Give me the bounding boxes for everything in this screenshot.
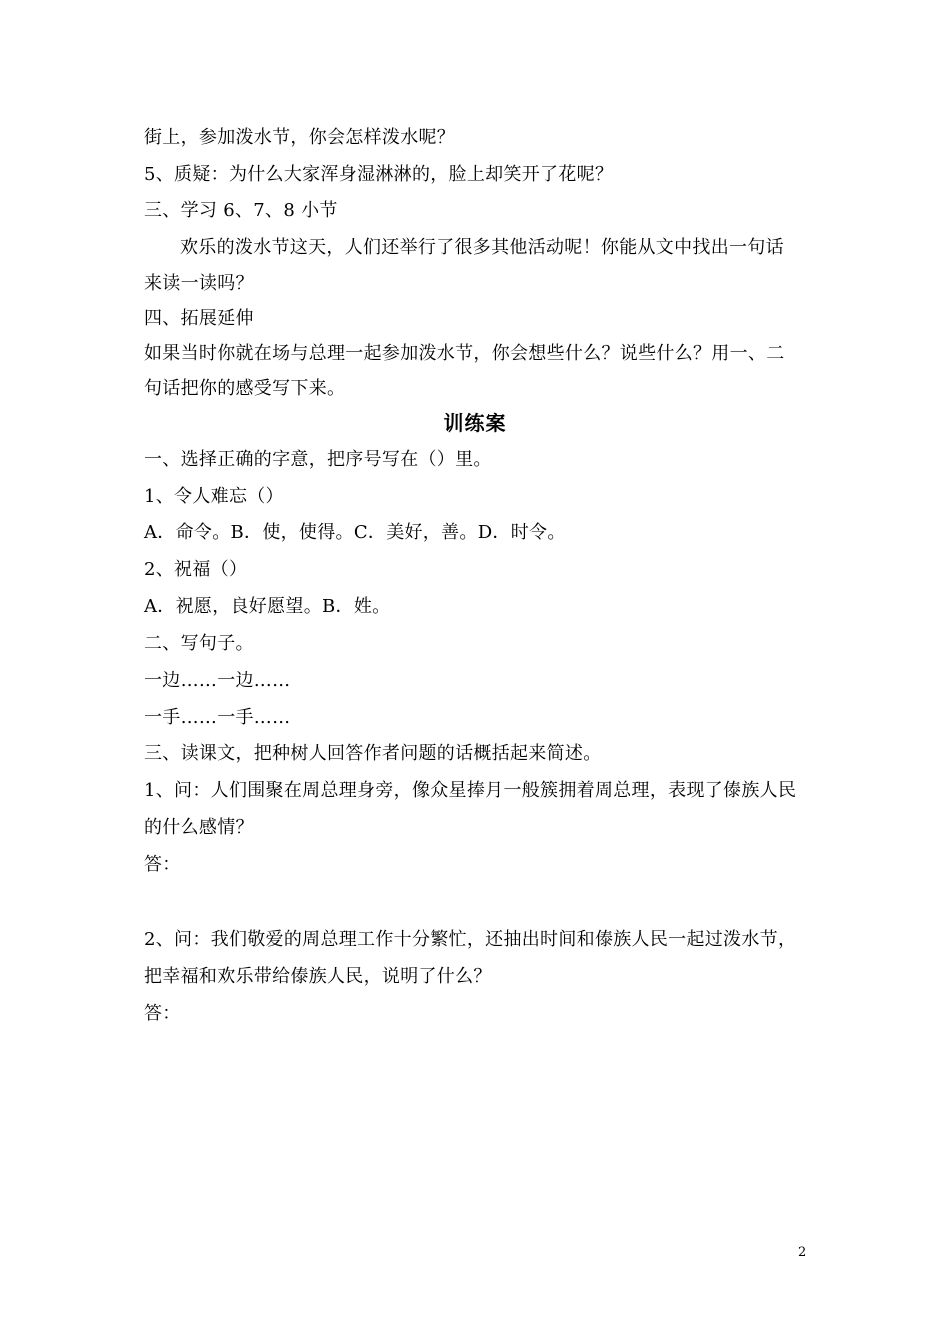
answer-label: 答： (144, 1003, 181, 1024)
section-heading-4: 四、拓展延伸 (144, 308, 254, 329)
exercise-heading-1: 一、选择正确的字意，把序号写在（）里。 (144, 449, 492, 470)
sentence-pattern: 一边……一边…… (144, 670, 291, 691)
paragraph-line: 如果当时你就在场与总理一起参加泼水节，你会想些什么？说些什么？用一、二 (144, 343, 785, 364)
question-line: 的什么感情？ (144, 817, 254, 838)
paragraph-line: 来读一读吗？ (144, 273, 254, 294)
question-line: 1、问：人们围聚在周总理身旁，像众星捧月一般簇拥着周总理，表现了傣族人民 (144, 780, 797, 801)
answer-label: 答： (144, 854, 181, 875)
question-line: 2、问：我们敬爱的周总理工作十分繁忙，还抽出时间和傣族人民一起过泼水节， (144, 929, 797, 950)
exercise-item: 2、祝福（） (144, 559, 248, 580)
exercise-options: A．命令。B．使，使得。C．美好，善。D．时令。 (144, 522, 566, 543)
question-5: 5、质疑：为什么大家浑身湿淋淋的，脸上却笑开了花呢？ (144, 164, 614, 185)
question-line: 把幸福和欢乐带给傣族人民，说明了什么？ (144, 966, 492, 987)
section-heading-3: 三、学习 6、7、8 小节 (144, 200, 338, 221)
paragraph-line: 句话把你的感受写下来。 (144, 378, 346, 399)
exercise-options: A．祝愿，良好愿望。B．姓。 (144, 596, 391, 617)
exercise-heading-3: 三、读课文，把种树人回答作者问题的话概括起来简述。 (144, 743, 602, 764)
training-title: 训练案 (443, 411, 507, 435)
text-line: 街上，参加泼水节，你会怎样泼水呢？ (144, 127, 456, 148)
exercise-item: 1、令人难忘（） (144, 486, 284, 507)
exercise-heading-2: 二、写句子。 (144, 633, 254, 654)
page-number: 2 (798, 1245, 807, 1260)
sentence-pattern: 一手……一手…… (144, 707, 291, 728)
paragraph-line: 欢乐的泼水节这天，人们还举行了很多其他活动呢！你能从文中找出一句话 (180, 237, 784, 258)
